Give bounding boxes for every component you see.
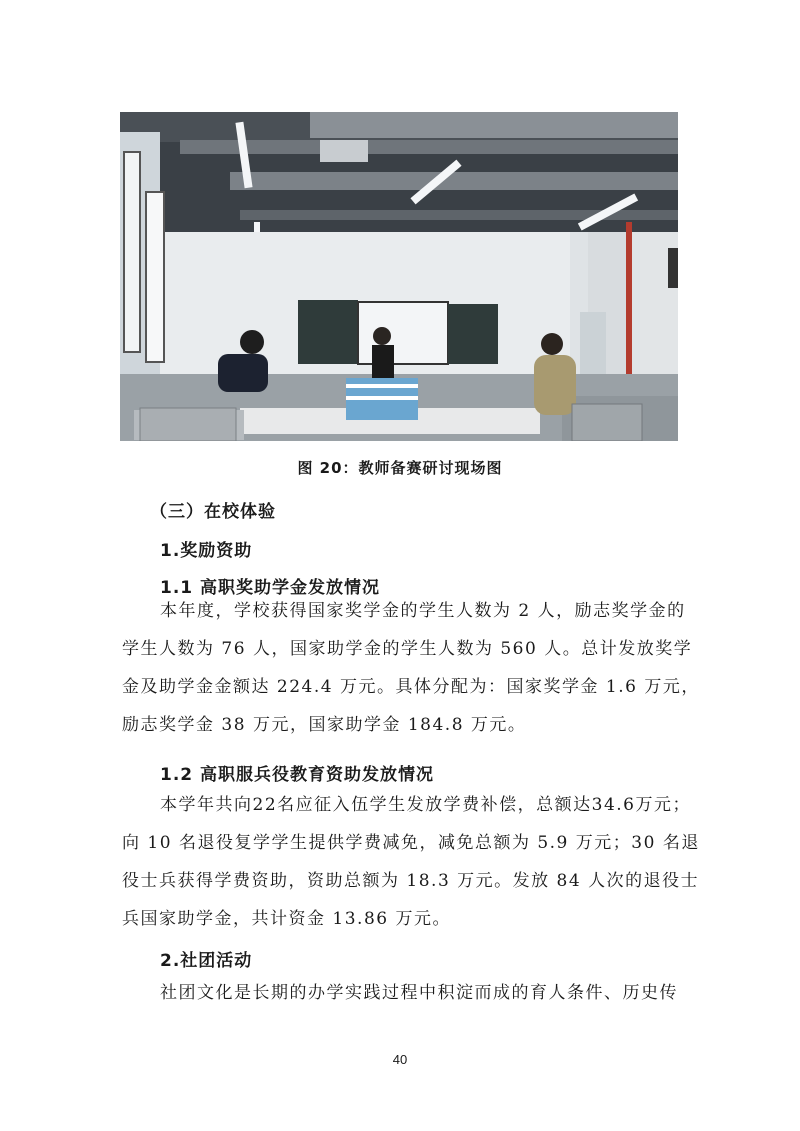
subheading-scholarships: 1.1 高职奖助学金发放情况 xyxy=(160,578,381,598)
text-line: 学生人数为 76 人，国家助学金的学生人数为 560 人。总计发放奖学 xyxy=(122,639,693,659)
paragraph-military-aid xyxy=(122,786,700,938)
subheading-military-aid: 1.2 高职服兵役教育资助发放情况 xyxy=(160,765,435,785)
paragraph-scholarships xyxy=(122,592,700,744)
text-line: 励志奖学金 38 万元，国家助学金 184.8 万元。 xyxy=(122,715,527,735)
page-number: 40 xyxy=(392,1052,408,1067)
classroom-photo xyxy=(120,112,678,441)
text-line: 役士兵获得学费资助，资助总额为 18.3 万元。发放 84 人次的退役士 xyxy=(122,871,700,891)
text-line: 金及助学金金额达 224.4 万元。具体分配为：国家奖学金 1.6 万元， xyxy=(122,677,700,697)
figure-caption: 图 20：教师备赛研讨现场图 xyxy=(297,459,503,477)
subheading-rewards: 1.奖励资助 xyxy=(160,541,253,561)
text-line: 本学年共向22名应征入伍学生发放学费补偿，总额达34.6万元； xyxy=(160,795,691,815)
text-line: 社团文化是长期的办学实践过程中积淀而成的育人条件、历史传 xyxy=(160,983,678,1003)
text-line: 本年度，学校获得国家奖学金的学生人数为 2 人，励志奖学金的 xyxy=(160,601,686,621)
section-heading: （三）在校体验 xyxy=(150,502,276,522)
subheading-clubs: 2.社团活动 xyxy=(160,951,253,971)
text-line: 向 10 名退役复学学生提供学费减免，减免总额为 5.9 万元；30 名退 xyxy=(122,833,700,853)
text-line: 兵国家助学金，共计资金 13.86 万元。 xyxy=(122,909,451,929)
paragraph-clubs xyxy=(122,974,682,1012)
